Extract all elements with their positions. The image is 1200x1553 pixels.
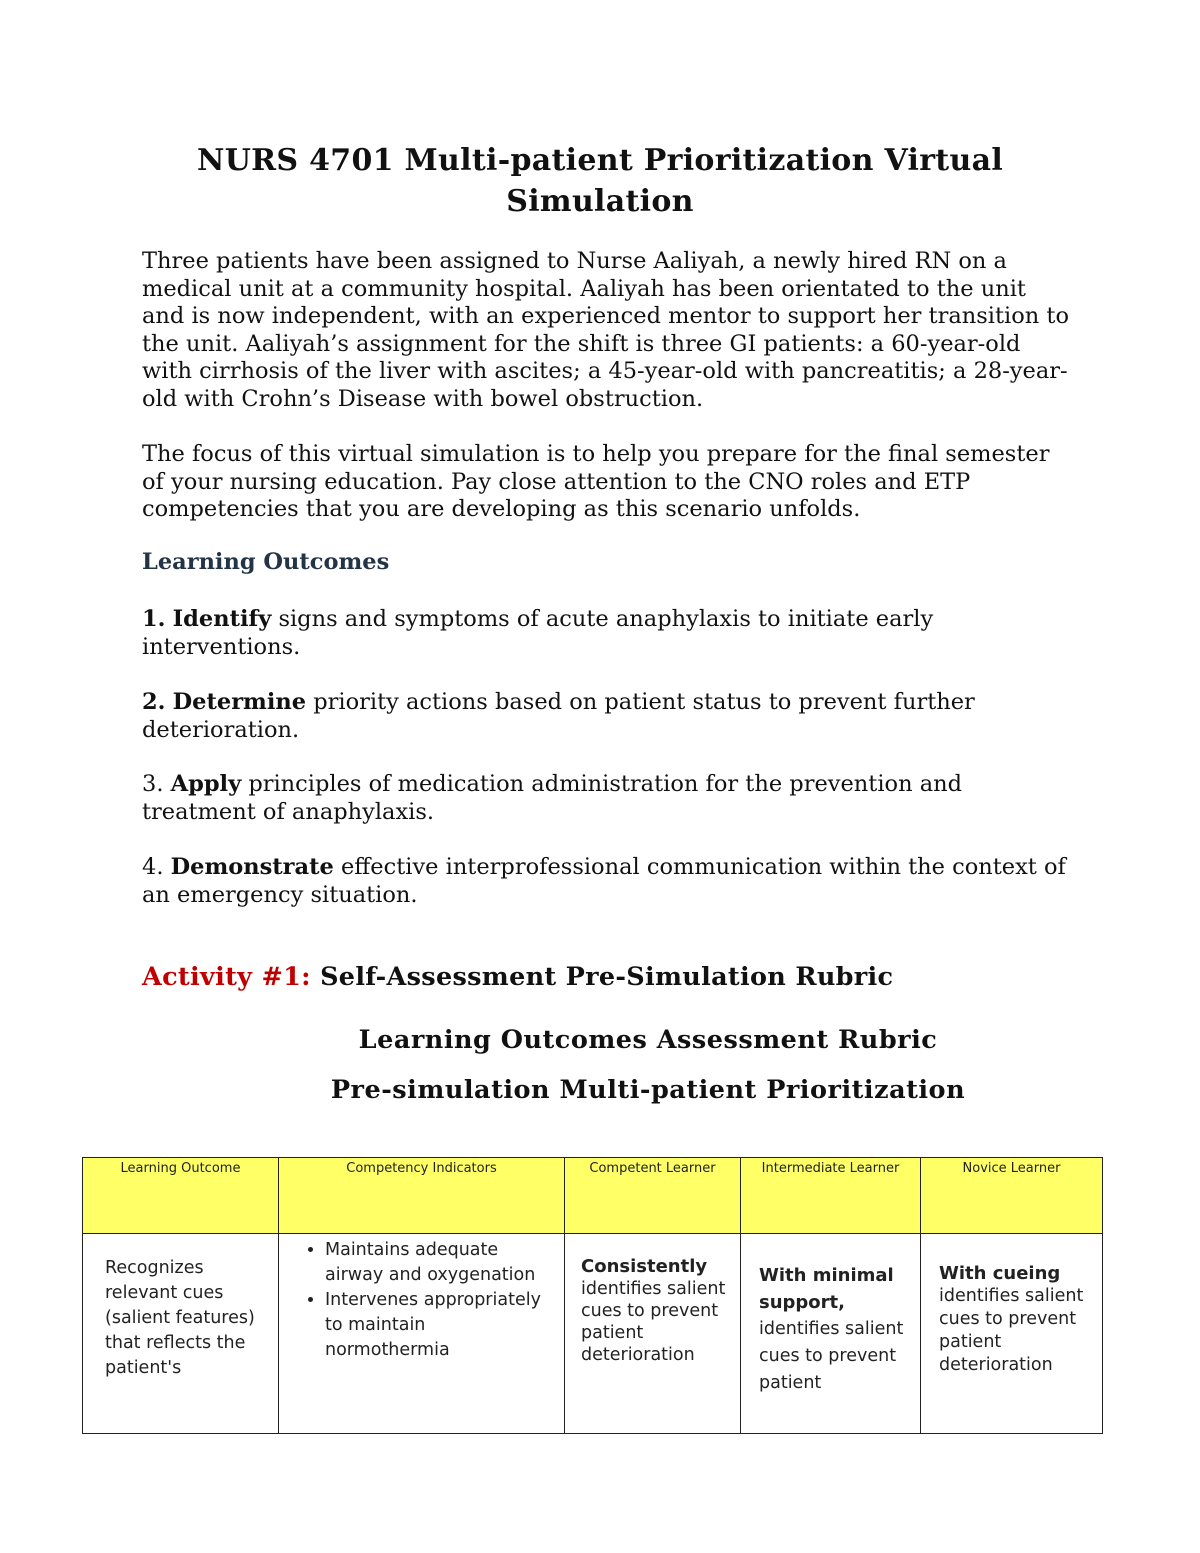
- outcome-2: [142, 689, 1072, 744]
- intro-paragraph: Three patients have been assigned to Nurse Aaliyah, a newly hired RN on a medical unit at a community hospital. Aaliyah has been orientated to the unit and is now independent, with an experienced mentor to support her transition to the unit. Aaliyah’s assignment for the shift is three GI patients: a 60-year-old with cirrhosis of the liver with ascites; a 45-year-old with pancreatitis; a 28-year-old with Crohn’s Disease with bowel obstruction.: [142, 248, 1070, 412]
- outcome-text: principles of medication administration for the prevention and treatment of anaphylaxis.: [142, 771, 963, 825]
- outcome-1: [142, 606, 1072, 661]
- indicator-item: • Maintains adequate airway and oxygenation: [325, 1238, 554, 1288]
- outcome-number: 3.: [142, 771, 164, 797]
- outcome-number: 1.: [142, 606, 166, 632]
- indicator-list: [279, 1238, 554, 1363]
- outcome-text: effective interprofessional communication within the context of an emergency situation.: [142, 854, 1066, 908]
- intermediate-text: identifies salient cues to prevent patient: [759, 1319, 904, 1393]
- page-title: NURS 4701 Multi-patient Prioritization Virtual Simulation: [196, 143, 1004, 219]
- outcome-verb: Apply: [170, 771, 242, 797]
- competent-text: identifies salient cues to prevent patient deterioration: [581, 1279, 726, 1365]
- activity-heading: [142, 962, 893, 992]
- novice-text: identifies salient cues to prevent patient deterioration: [939, 1286, 1084, 1375]
- competent-lead: Consistently: [581, 1256, 708, 1277]
- outcome-text: signs and symptoms of acute anaphylaxis to initiate early interventions.: [142, 606, 934, 660]
- cell-competent: [565, 1234, 741, 1434]
- header-competency-indicators: Competency Indicators: [279, 1158, 565, 1234]
- rubric-title: Learning Outcomes Assessment Rubric: [358, 1025, 938, 1055]
- outcome-cell-text: Recognizes relevant cues (salient features) that reflects the patient's: [105, 1258, 255, 1378]
- indicator-item: • Intervenes appropriately to maintain normothermia: [325, 1288, 554, 1363]
- learning-outcomes-heading: Learning Outcomes: [142, 549, 390, 575]
- outcome-verb: Identify: [172, 606, 272, 632]
- cell-learning-outcome: [83, 1234, 279, 1434]
- outcome-verb: Determine: [172, 689, 307, 715]
- cell-intermediate: [741, 1234, 921, 1434]
- cell-novice: [921, 1234, 1103, 1434]
- header-novice-learner: Novice Learner: [921, 1158, 1103, 1234]
- outcome-4: [142, 854, 1072, 909]
- novice-lead: With cueing: [939, 1263, 1061, 1284]
- rubric-subtitle: Pre-simulation Multi-patient Prioritization: [330, 1075, 966, 1105]
- outcome-verb: Demonstrate: [170, 854, 334, 880]
- header-intermediate-learner: Intermediate Learner: [741, 1158, 921, 1234]
- intermediate-lead: With minimal support,: [759, 1265, 894, 1313]
- outcome-number: 2.: [142, 689, 166, 715]
- table-row: [83, 1234, 1103, 1434]
- outcome-number: 4.: [142, 854, 164, 880]
- header-competent-learner: Competent Learner: [565, 1158, 741, 1234]
- focus-paragraph: The focus of this virtual simulation is to help you prepare for the final semester of your nursing education. Pay close attention to the CNO roles and ETP competencies that you are developing as this scenario unfolds.: [142, 441, 1050, 522]
- header-learning-outcome: Learning Outcome: [83, 1158, 279, 1234]
- cell-competency-indicators: [279, 1234, 565, 1434]
- outcome-3: [142, 771, 1072, 826]
- rubric-header-row: [83, 1158, 1103, 1234]
- outcome-text: priority actions based on patient status to prevent further deterioration.: [142, 689, 975, 743]
- rubric-table: [82, 1157, 1103, 1434]
- activity-title: Self-Assessment Pre-Simulation Rubric: [320, 962, 894, 992]
- activity-label: Activity #1:: [142, 962, 311, 992]
